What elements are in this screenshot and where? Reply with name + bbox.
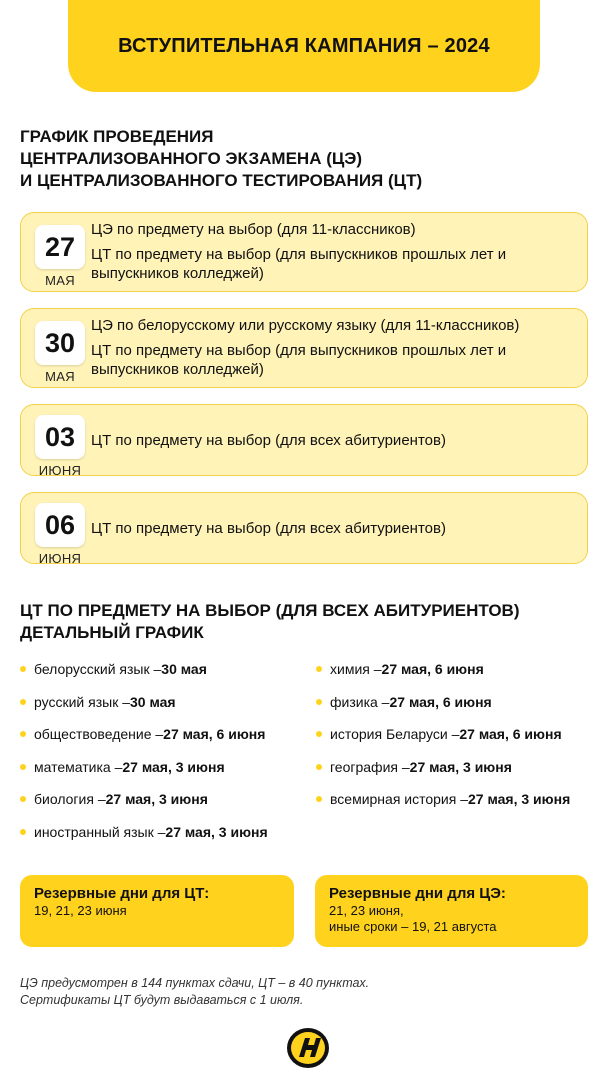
reserve-text: иные сроки – 19, 21 августа — [329, 919, 497, 934]
date-day: 27 — [35, 225, 85, 269]
date-card-03-june — [20, 404, 588, 476]
date-card-27-may — [20, 212, 588, 292]
date-badge — [35, 321, 85, 384]
ont-logo-icon — [285, 1026, 331, 1070]
subject-item: биология – 27 мая, 3 июня — [20, 790, 310, 823]
bullet-icon — [20, 796, 26, 802]
date-day: 03 — [35, 415, 85, 459]
section-title-line: ДЕТАЛЬНЫЙ ГРАФИК — [20, 623, 204, 642]
bullet-icon — [20, 829, 26, 835]
date-badge — [35, 503, 85, 566]
exam-line: ЦТ по предмету на выбор (для выпускников прошлых лет и выпускников колледжей) — [91, 342, 507, 378]
header-title: ВСТУПИТЕЛЬНАЯ КАМПАНИЯ – 2024 — [118, 34, 490, 57]
schedule-section-title — [20, 126, 422, 192]
footnote — [20, 975, 590, 1009]
reserve-days-ce — [315, 875, 588, 947]
reserve-text: 19, 21, 23 июня — [34, 903, 127, 918]
subject-item: химия – 27 мая, 6 июня — [316, 660, 606, 693]
header-banner — [68, 0, 540, 92]
subjects-column-left — [20, 660, 310, 855]
date-day: 30 — [35, 321, 85, 365]
date-month: ИЮНЯ — [38, 551, 82, 566]
section-title-line: ЦЕНТРАЛИЗОВАННОГО ЭКЗАМЕНА (ЦЭ) — [20, 149, 363, 168]
subject-item: обществоведение – 27 мая, 6 июня — [20, 725, 310, 758]
date-card-06-june — [20, 492, 588, 564]
date-month: МАЯ — [45, 369, 75, 384]
exam-line: ЦЭ по предмету на выбор (для 11-классников) — [91, 221, 416, 238]
subject-item: география – 27 мая, 3 июня — [316, 758, 606, 791]
subjects-column-right — [316, 660, 606, 823]
bullet-icon — [316, 796, 322, 802]
reserve-title: Резервные дни для ЦЭ: — [329, 885, 506, 902]
bullet-icon — [316, 666, 322, 672]
bullet-icon — [20, 764, 26, 770]
date-badge — [35, 225, 85, 288]
bullet-icon — [316, 764, 322, 770]
bullet-icon — [20, 699, 26, 705]
reserve-text: 21, 23 июня, — [329, 903, 404, 918]
date-month: МАЯ — [45, 273, 75, 288]
subject-item: всемирная история – 27 мая, 3 июня — [316, 790, 606, 823]
section-title-line: И ЦЕНТРАЛИЗОВАННОГО ТЕСТИРОВАНИЯ (ЦТ) — [20, 171, 423, 190]
reserve-title: Резервные дни для ЦТ: — [34, 885, 210, 902]
detailed-section-title — [20, 600, 520, 644]
subject-item: белорусский язык – 30 мая — [20, 660, 310, 693]
date-day: 06 — [35, 503, 85, 547]
reserve-days-ct — [20, 875, 294, 947]
exam-line: ЦТ по предмету на выбор (для всех абитуриентов) — [91, 520, 446, 537]
subject-item: математика – 27 мая, 3 июня — [20, 758, 310, 791]
bullet-icon — [316, 731, 322, 737]
bullet-icon — [316, 699, 322, 705]
subject-item: русский язык – 30 мая — [20, 693, 310, 726]
subject-item: история Беларуси – 27 мая, 6 июня — [316, 725, 606, 758]
section-title-line: ГРАФИК ПРОВЕДЕНИЯ — [20, 127, 214, 146]
footnote-line: Сертификаты ЦТ будут выдаваться с 1 июля. — [20, 993, 304, 1007]
date-month: ИЮНЯ — [38, 463, 82, 478]
bullet-icon — [20, 666, 26, 672]
bullet-icon — [20, 731, 26, 737]
exam-line: ЦЭ по белорусскому или русскому языку (для 11-классников) — [91, 317, 520, 334]
footnote-line: ЦЭ предусмотрен в 144 пунктах сдачи, ЦТ – в 40 пунктах. — [20, 976, 370, 990]
section-title-line: ЦТ ПО ПРЕДМЕТУ НА ВЫБОР (ДЛЯ ВСЕХ АБИТУРИЕНТОВ) — [20, 601, 520, 620]
exam-line: ЦТ по предмету на выбор (для всех абитуриентов) — [91, 432, 446, 449]
date-badge — [35, 415, 85, 478]
date-card-30-may — [20, 308, 588, 388]
subject-item: иностранный язык – 27 мая, 3 июня — [20, 823, 310, 856]
exam-line: ЦТ по предмету на выбор (для выпускников прошлых лет и выпускников колледжей) — [91, 246, 507, 282]
subject-item: физика – 27 мая, 6 июня — [316, 693, 606, 726]
